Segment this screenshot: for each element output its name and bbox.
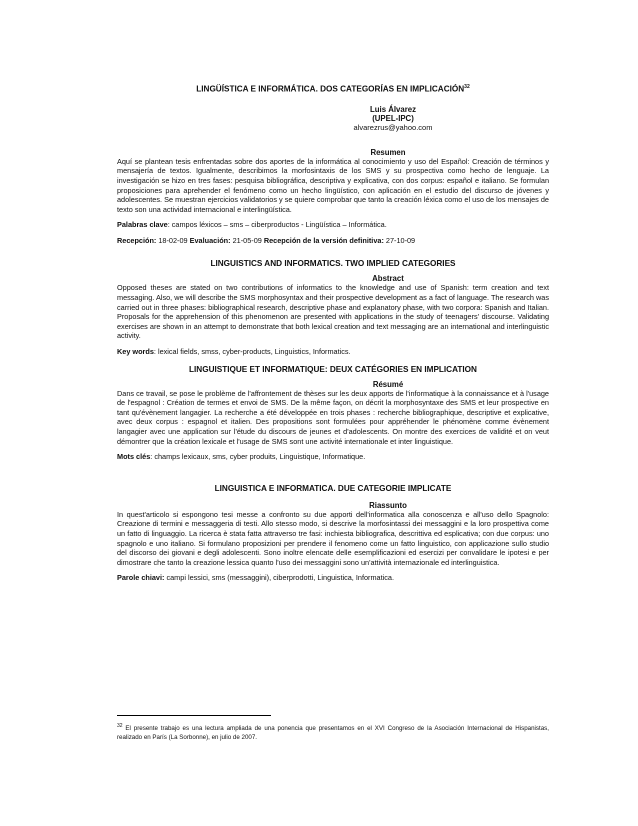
author-name: Luis Álvarez: [370, 104, 416, 114]
resumen-text: Aquí se plantean tesis enfrentadas sobre dos aportes de la informática al conocimiento y uso del Español: Creación de términos y mensajería de textos. Igualmente, describimos la morfosintaxis de los SMS y su prospectiva como hecho de lenguaje. La investigación se hizo en tres fases: pesquisa bibliográfica, descriptiva y explicativa, con dos corpus: español e italiano. Se formulan proposiciones para aprehender el fenómeno como un hecho lingüístico, con aplicación en el estudio del discurso de jóvenes y adolescentes. Se muestran ejercicios validatorios y se quiere comprobar que tanto la creación léxica como el uso de los mensajes de texto son una actividad internacional e interlingüística.: [117, 156, 549, 214]
parole-chiavi: [117, 573, 549, 583]
title-text: LINGÜÍSTICA E INFORMÁTICA. DOS CATEGORÍAS EN IMPLICACIÓN: [196, 84, 465, 94]
abstract-text: Opposed theses are stated on two contributions of informatics to the knowledge and use of Spanish: term creation and text messaging. Also, we will describe the SMS morphosyntax and their prospective development as a fact of language. The research was carried out in three phases: bibliographical research, descriptive phase and explanatory phase, with two corpora: Spanish and Italian. Proposals for the apprehension of this phenomenon are presented with applications in the study of teenagers' discourse. Validating exercises are shown in an attempt to demonstrate that both lexical creation and text messaging are an international and interlinguistic activity.: [117, 283, 549, 341]
riassunto-text: In quest'articolo si espongono tesi messe a confronto su due apporti dell'informatica alla conoscenza e all'uso dello Spagnolo: Creazione di termini e messaggeria di testi. Allo stesso modo, si descrive la morfosintassi dei messaggini e la loro prospettiva come un fatto di linguaggio. La ricerca è stata fatta attraverso tre fasi: inchiesta bibliografica, descrittiva ed esplicativa; con due corpus: uno spagnolo e uno italiano. Si formulano proposizioni per prendere il fenomeno come un fatto linguistico, con applicazione sullo studio del discorso dei giovani e degli adolescenti. Sono inoltre elencate delle esemplificazioni ed esercizi per convalidare le ipotesi e per dimostrare che tanto la creazione lessica quanto l'uso dei messaggini sono un'attività internazionale ed interlinguistica.: [117, 509, 549, 567]
key-words-values: : lexical fields, smss, cyber-products, Linguistics, Informatics.: [153, 347, 351, 357]
received-date: 18-02-09: [156, 235, 190, 245]
footnote-separator: [117, 715, 271, 716]
parole-chiavi-label: Parole chiavi:: [117, 573, 165, 583]
english-title: LINGUISTICS AND INFORMATICS. TWO IMPLIED CATEGORIES: [210, 259, 456, 269]
author-affiliation: (UPEL-IPC): [372, 113, 414, 123]
key-words: [117, 347, 549, 357]
footnote-text: El presente trabajo es una lectura ampliada de una ponencia que presentamos en el XVI Congreso de la Asociación Internacional de Hispanistas, realizado en París (La Sorbonne), en julio de 2007.: [117, 725, 549, 742]
mots-cles-label: Mots clés: [117, 452, 151, 462]
author-email[interactable]: alvarezrus@yahoo.com: [353, 122, 433, 132]
resume-heading: Résumé: [372, 379, 404, 389]
italian-title: LINGUISTICA E INFORMATICA. DUE CATEGORIE IMPLICATE: [214, 483, 452, 493]
palabras-clave: [117, 220, 549, 230]
evaluated-label: Evaluación:: [189, 235, 231, 245]
reception-dates: [117, 236, 549, 246]
evaluated-date: 21-05-09: [230, 235, 264, 245]
riassunto-heading: Riassunto: [369, 500, 407, 510]
mots-cles: [117, 452, 549, 462]
mots-cles-values: : champs lexicaux, sms, cyber produits, Linguistique, Informatique.: [150, 452, 366, 462]
article-page: [117, 84, 549, 583]
final-label: Recepción de la versión definitiva:: [263, 235, 384, 245]
article-title: [117, 84, 549, 94]
footnote-mark: 32: [117, 723, 123, 729]
resumen-heading: Resumen: [370, 147, 406, 157]
abstract-heading: Abstract: [372, 274, 404, 284]
final-date: 27-10-09: [383, 235, 416, 245]
french-title: LINGUISTIQUE ET INFORMATIQUE: DEUX CATÉGORIES EN IMPLICATION: [189, 364, 477, 374]
footnote: [117, 722, 549, 742]
palabras-clave-label: Palabras clave: [117, 220, 168, 230]
parole-chiavi-values: campi lessici, sms (messaggini), ciberprodotti, Linguistica, Informatica.: [164, 573, 394, 583]
title-footnote-mark[interactable]: 32: [464, 84, 470, 90]
received-label: Recepción:: [117, 235, 157, 245]
resume-text: Dans ce travail, se pose le problème de l'affrontement de thèses sur les deux apports de l'informatique à la connaissance et à l'usage de l'espagnol : Création de termes et envoi de SMS. De la même façon, on décrit la morphosyntaxe des SMS et leur prospective en tant qu'évènement langagier. La recherche a été développée en trois phases : recherche bibliographique, descriptive et explicative, avec deux corpus : espagnol et italien. Des propositions sont formulées pour appréhender le phénomène comme évènement langagier avec une application sur l'étude du discours de jeunes et d'adolescents. On montre des exercices de validité et on veut démontrer que la création lexicale et l'usage de SMS sont une activité internationale et inter linguistique.: [117, 388, 549, 446]
key-words-label: Key words: [117, 347, 154, 357]
palabras-clave-values: : campos léxicos – sms – ciberproductos - Lingüística – Informática.: [167, 220, 387, 230]
